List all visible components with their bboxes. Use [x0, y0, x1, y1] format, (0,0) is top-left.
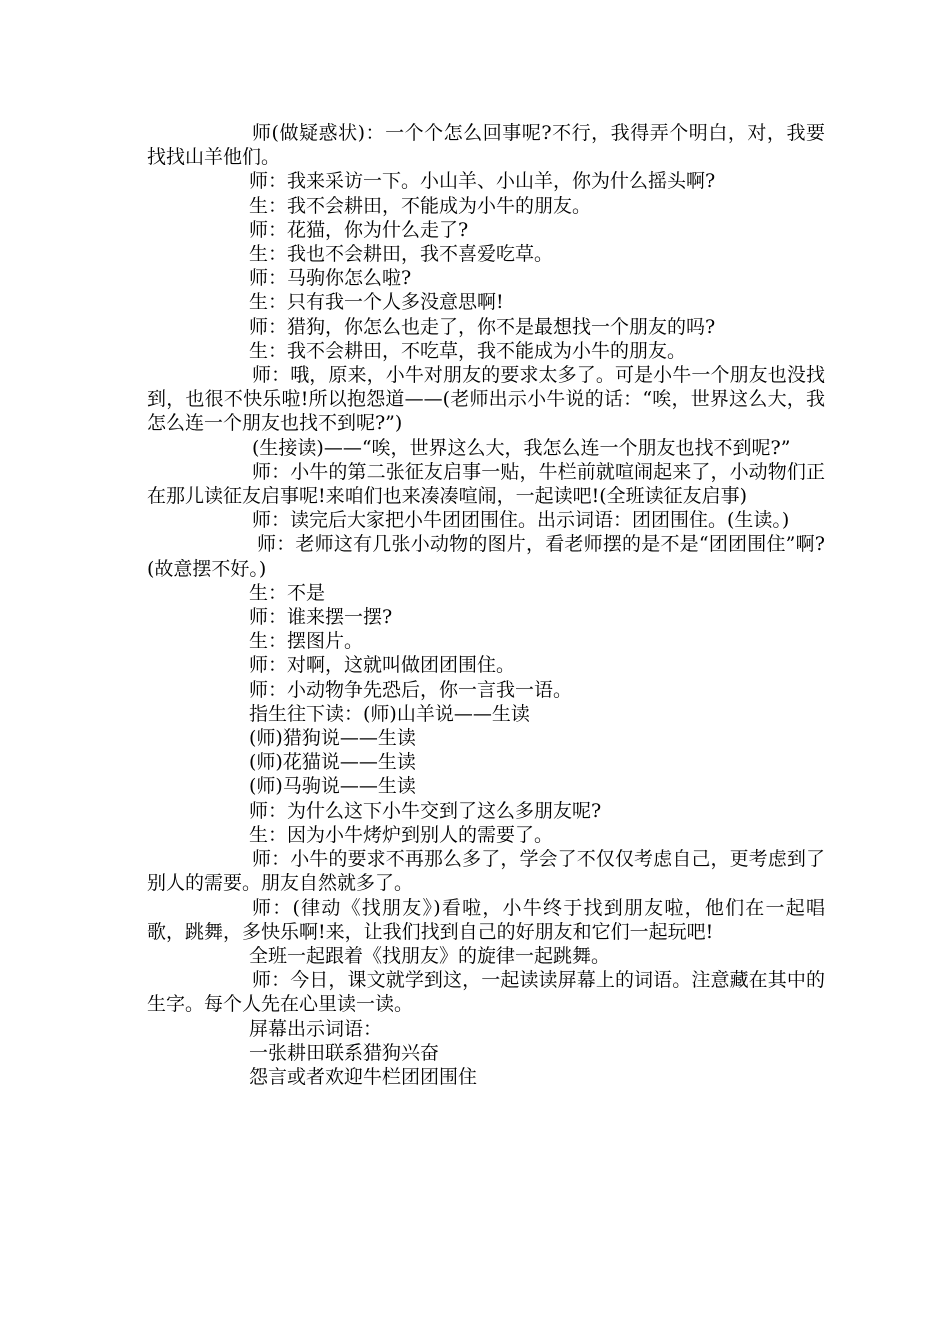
paragraph: 师：小动物争先恐后，你一言我一语。 [249, 678, 573, 701]
paragraph: 生：我不会耕田，不能成为小牛的朋友。 [249, 194, 592, 217]
paragraph: 师：读完后大家把小牛团团围住。出示词语：团团围住。(生读。) [252, 509, 790, 532]
paragraph: 师：(律动《找朋友》)看啦，小牛终于找到朋友啦，他们在一起唱歌，跳舞，多快乐啊!来，让我们找到自己的好朋友和它们一起玩吧! [147, 896, 825, 943]
paragraph: 怨言或者欢迎牛栏团团围住 [249, 1065, 478, 1088]
paragraph: 师：老师这有几张小动物的图片，看老师摆的是不是“团团围住”啊?(故意摆不好。) [147, 533, 825, 580]
paragraph: 师：花猫，你为什么走了? [249, 218, 469, 241]
paragraph: (生接读)——“唉，世界这么大，我怎么连一个朋友也找不到呢?” [252, 436, 791, 459]
document-body [147, 121, 825, 1089]
paragraph: 师：猎狗，你怎么也走了，你不是最想找一个朋友的吗? [249, 315, 716, 338]
paragraph: 全班一起跟着《找朋友》的旋律一起跳舞。 [249, 944, 611, 967]
paragraph: 生：我不会耕田，不吃草，我不能成为小牛的朋友。 [249, 339, 687, 362]
paragraph: 师：小牛的第二张征友启事一贴，牛栏前就喧闹起来了，小动物们正在那儿读征友启事呢!来咱们也来凑凑喧闹，一起读吧!(全班读征友启事) [147, 460, 825, 508]
paragraph: 屏幕出示词语： [249, 1017, 383, 1040]
paragraph: 生：不是 [249, 581, 326, 604]
paragraph: 指生往下读：(师)山羊说——生读 [249, 702, 530, 725]
paragraph: 师：对啊，这就叫做团团围住。 [249, 654, 516, 677]
paragraph: 师：为什么这下小牛交到了这么多朋友呢? [249, 799, 602, 822]
paragraph: 生：我也不会耕田，我不喜爱吃草。 [249, 243, 554, 266]
paragraph: 生：因为小牛烤炉到别人的需要了。 [249, 823, 554, 846]
paragraph: 生：摆图片。 [249, 630, 364, 653]
paragraph: 师：我来采访一下。小山羊、小山羊，你为什么摇头啊? [249, 170, 716, 193]
paragraph: (师)马驹说——生读 [249, 775, 416, 798]
paragraph: 师：哦，原来，小牛对朋友的要求太多了。可是小牛一个朋友也没找到，也很不快乐啦!所以抱怨道——(老师出示小牛说的话：“唉，世界这么大，我怎么连一个朋友也找不到呢?”) [147, 364, 825, 435]
paragraph: (师)花猫说——生读 [249, 751, 416, 774]
paragraph: 生：只有我一个人多没意思啊! [249, 291, 504, 314]
paragraph: 师：今日，课文就学到这，一起读读屏幕上的词语。注意藏在其中的生字。每个人先在心里读一读。 [147, 969, 825, 1016]
paragraph: 师：马驹你怎么啦? [249, 267, 412, 290]
paragraph: 师：小牛的要求不再那么多了，学会了不仅仅考虑自己，更考虑到了别人的需要。朋友自然就多了。 [147, 848, 825, 895]
paragraph: (师)猎狗说——生读 [249, 727, 416, 750]
paragraph: 师(做疑惑状)：一个个怎么回事呢?不行，我得弄个明白，对，我要找找山羊他们。 [147, 122, 825, 169]
paragraph: 一张耕田联系猎狗兴奋 [249, 1041, 440, 1064]
paragraph: 师：谁来摆一摆? [249, 606, 393, 629]
